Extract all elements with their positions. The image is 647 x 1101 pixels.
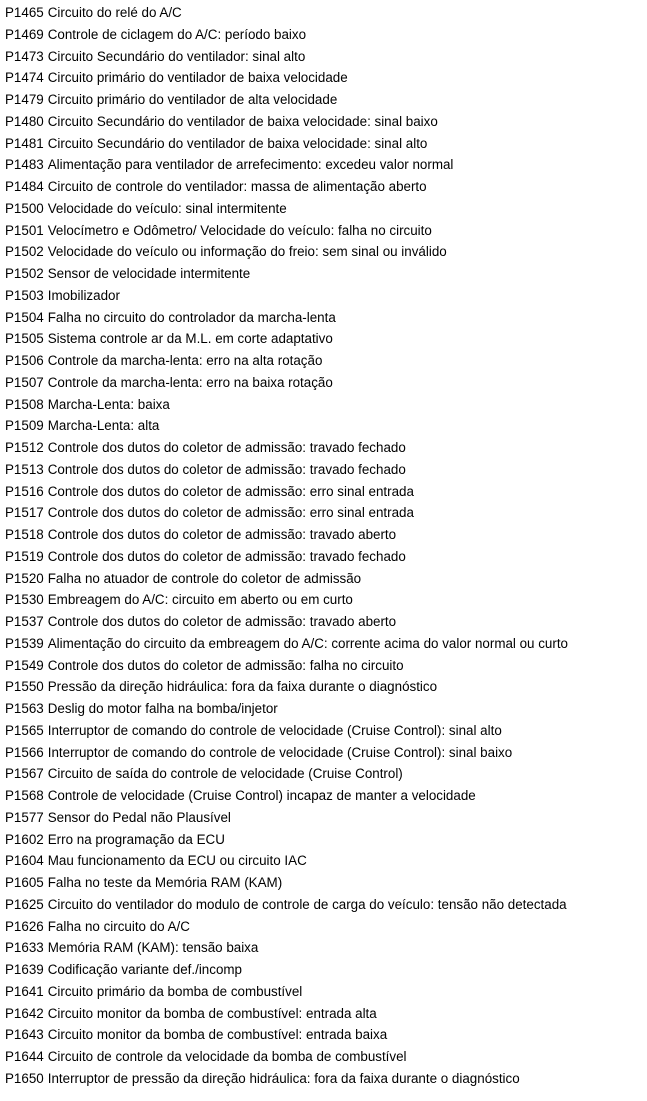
- fault-code: P1518: [5, 527, 44, 542]
- fault-code: P1625: [5, 896, 44, 912]
- fault-code: P1519: [5, 548, 44, 564]
- fault-code-row: [5, 1046, 645, 1068]
- fault-code: P1479: [5, 92, 44, 107]
- fault-code-row: [5, 133, 645, 155]
- fault-description: Circuito primário do ventilador de baixa velocidade: [47, 70, 348, 86]
- fault-code: P1565: [5, 722, 44, 738]
- fault-description: Controle dos dutos do coletor de admissão: travado aberto: [47, 614, 397, 629]
- fault-code-row: [5, 394, 645, 416]
- fault-description: Circuito primário do ventilador de alta velocidade: [47, 92, 338, 107]
- fault-code-row: [5, 655, 645, 677]
- fault-code-row: [5, 328, 645, 350]
- fault-code: P1508: [5, 396, 44, 412]
- fault-description: Sensor do Pedal não Plausível: [47, 809, 231, 825]
- fault-code-row: [5, 633, 645, 655]
- fault-code: P1469: [5, 26, 44, 42]
- fault-code-row: [5, 372, 645, 394]
- fault-description: Interruptor de comando do controle de velocidade (Cruise Control): sinal alto: [47, 722, 502, 738]
- fault-description: Circuito de saída do controle de velocidade (Cruise Control): [47, 766, 403, 782]
- fault-code-row: [5, 698, 645, 720]
- fault-code: P1605: [5, 875, 44, 890]
- fault-code-row: [5, 1024, 645, 1046]
- fault-code: P1577: [5, 809, 44, 825]
- fault-description: Mau funcionamento da ECU ou circuito IAC: [47, 853, 307, 869]
- fault-code-row: [5, 1068, 645, 1090]
- fault-code-row: [5, 307, 645, 329]
- fault-description: Falha no circuito do controlador da marcha-lenta: [47, 309, 336, 325]
- fault-description: Controle dos dutos do coletor de admissão: falha no circuito: [47, 657, 404, 673]
- fault-code: P1504: [5, 309, 44, 325]
- fault-code: P1602: [5, 831, 44, 847]
- fault-code: P1506: [5, 353, 44, 368]
- fault-description: Falha no atuador de controle do coletor de admissão: [47, 570, 362, 586]
- fault-code: P1484: [5, 179, 44, 194]
- fault-description: Velocidade do veículo: sinal intermitente: [47, 200, 287, 216]
- fault-code: P1639: [5, 962, 44, 977]
- fault-description: Circuito do relé do A/C: [47, 5, 182, 20]
- fault-code: P1567: [5, 766, 44, 782]
- fault-code-row: [5, 502, 645, 524]
- fault-code-row: [5, 807, 645, 829]
- fault-code-row: [5, 829, 645, 851]
- fault-description: Circuito de controle do ventilador: massa de alimentação aberto: [47, 179, 427, 194]
- fault-description: Circuito Secundário do ventilador de baixa velocidade: sinal alto: [47, 135, 428, 151]
- fault-code: P1563: [5, 701, 44, 716]
- fault-code: P1642: [5, 1005, 44, 1021]
- fault-code-row: [5, 24, 645, 46]
- fault-code: P1500: [5, 200, 44, 216]
- fault-description: Sistema controle ar da M.L. em corte adaptativo: [47, 331, 333, 347]
- fault-code: P1481: [5, 135, 44, 151]
- fault-description: Circuito de controle da velocidade da bomba de combustível: [47, 1049, 407, 1064]
- fault-code-row: [5, 241, 645, 263]
- fault-description: Falha no teste da Memória RAM (KAM): [47, 875, 283, 890]
- fault-code: P1641: [5, 983, 44, 999]
- fault-code-row: [5, 415, 645, 437]
- fault-code: P1483: [5, 157, 44, 173]
- fault-code-row: [5, 937, 645, 959]
- fault-code-row: [5, 154, 645, 176]
- fault-code-row: [5, 263, 645, 285]
- fault-code: P1549: [5, 657, 44, 673]
- fault-code-row: [5, 481, 645, 503]
- fault-code-row: [5, 763, 645, 785]
- fault-code: P1503: [5, 287, 44, 303]
- fault-code-row: [5, 850, 645, 872]
- fault-description: Alimentação do circuito da embreagem do A/C: corrente acima do valor normal ou curto: [47, 635, 568, 651]
- fault-description: Pressão da direção hidráulica: fora da faixa durante o diagnóstico: [47, 679, 438, 695]
- fault-code: P1650: [5, 1070, 44, 1086]
- fault-code: P1550: [5, 679, 44, 695]
- fault-description: Controle dos dutos do coletor de admissão: erro sinal entrada: [47, 483, 414, 499]
- fault-code-row: [5, 785, 645, 807]
- fault-code: P1643: [5, 1027, 44, 1043]
- fault-code: P1513: [5, 461, 44, 477]
- fault-code-row: [5, 89, 645, 111]
- fault-code-row: [5, 2, 645, 24]
- fault-code-row: [5, 894, 645, 916]
- fault-code: P1502: [5, 244, 44, 260]
- fault-description: Velocímetro e Odômetro/ Velocidade do veículo: falha no circuito: [47, 222, 432, 238]
- fault-code-row: [5, 568, 645, 590]
- fault-code: P1520: [5, 570, 44, 586]
- fault-code: P1644: [5, 1049, 44, 1064]
- fault-code: P1604: [5, 853, 44, 869]
- fault-code-row: [5, 176, 645, 198]
- fault-code-row: [5, 676, 645, 698]
- fault-code-row: [5, 720, 645, 742]
- fault-code-row: [5, 611, 645, 633]
- fault-code-row: [5, 1003, 645, 1025]
- fault-code-row: [5, 46, 645, 68]
- fault-code-row: [5, 524, 645, 546]
- fault-code: P1505: [5, 331, 44, 347]
- fault-description: Circuito Secundário do ventilador: sinal alto: [47, 48, 306, 64]
- fault-code-row: [5, 111, 645, 133]
- fault-description: Falha no circuito do A/C: [47, 918, 190, 934]
- fault-code-row: [5, 220, 645, 242]
- fault-description: Controle de velocidade (Cruise Control) incapaz de manter a velocidade: [47, 788, 476, 803]
- fault-description: Circuito monitor da bomba de combustível: entrada baixa: [47, 1027, 388, 1043]
- fault-code-row: [5, 742, 645, 764]
- fault-description: Interruptor de pressão da direção hidráulica: fora da faixa durante o diagnóstico: [47, 1070, 520, 1086]
- fault-description: Controle de ciclagem do A/C: período baixo: [47, 26, 307, 42]
- fault-description: Controle da marcha-lenta: erro na alta rotação: [47, 353, 323, 368]
- fault-code: P1626: [5, 918, 44, 934]
- fault-code: P1501: [5, 222, 44, 238]
- fault-description: Circuito Secundário do ventilador de baixa velocidade: sinal baixo: [47, 113, 438, 129]
- fault-code: P1530: [5, 592, 44, 608]
- fault-description: Controle da marcha-lenta: erro na baixa rotação: [47, 374, 333, 390]
- fault-code: P1465: [5, 5, 44, 20]
- fault-code: P1516: [5, 483, 44, 499]
- fault-code-row: [5, 350, 645, 372]
- fault-code-row: [5, 916, 645, 938]
- fault-description: Circuito primário da bomba de combustível: [47, 983, 303, 999]
- fault-description: Embreagem do A/C: circuito em aberto ou em curto: [47, 592, 353, 608]
- fault-description: Controle dos dutos do coletor de admissão: travado aberto: [47, 527, 397, 542]
- fault-code: P1566: [5, 744, 44, 760]
- fault-code: P1517: [5, 505, 44, 521]
- fault-description: Controle dos dutos do coletor de admissão: erro sinal entrada: [47, 505, 414, 521]
- fault-description: Controle dos dutos do coletor de admissão: travado fechado: [47, 461, 406, 477]
- fault-description: Erro na programação da ECU: [47, 831, 225, 847]
- fault-description: Controle dos dutos do coletor de admissão: travado fechado: [47, 440, 406, 455]
- fault-description: Controle dos dutos do coletor de admissão: travado fechado: [47, 548, 406, 564]
- fault-code-row: [5, 459, 645, 481]
- fault-description: Circuito monitor da bomba de combustível: entrada alta: [47, 1005, 377, 1021]
- fault-description: Sensor de velocidade intermitente: [47, 266, 251, 281]
- fault-code-row: [5, 589, 645, 611]
- fault-code: P1633: [5, 940, 44, 956]
- fault-description: Codificação variante def./incomp: [47, 962, 243, 977]
- fault-description: Alimentação para ventilador de arrefecimento: excedeu valor normal: [47, 157, 454, 173]
- fault-description: Memória RAM (KAM): tensão baixa: [47, 940, 259, 956]
- fault-code-row: [5, 546, 645, 568]
- fault-code: P1509: [5, 418, 44, 434]
- fault-code-row: [5, 198, 645, 220]
- fault-code-row: [5, 959, 645, 981]
- fault-code-row: [5, 437, 645, 459]
- fault-code: P1568: [5, 788, 44, 803]
- fault-description: Marcha-Lenta: baixa: [47, 396, 170, 412]
- fault-description: Imobilizador: [47, 287, 120, 303]
- fault-description: Velocidade do veículo ou informação do freio: sem sinal ou inválido: [47, 244, 447, 260]
- fault-code: P1512: [5, 440, 44, 455]
- fault-description: Marcha-Lenta: alta: [47, 418, 160, 434]
- fault-code: P1537: [5, 614, 44, 629]
- fault-code-row: [5, 981, 645, 1003]
- fault-description: Interruptor de comando do controle de velocidade (Cruise Control): sinal baixo: [47, 744, 513, 760]
- fault-code-list: [5, 2, 645, 1090]
- fault-code-row: [5, 67, 645, 89]
- fault-code: P1480: [5, 113, 44, 129]
- fault-code: P1507: [5, 374, 44, 390]
- fault-description: Deslig do motor falha na bomba/injetor: [47, 701, 278, 716]
- fault-code: P1474: [5, 70, 44, 86]
- fault-code-row: [5, 285, 645, 307]
- fault-code: P1473: [5, 48, 44, 64]
- fault-code-row: [5, 872, 645, 894]
- fault-code: P1502: [5, 266, 44, 281]
- fault-code: P1539: [5, 635, 44, 651]
- fault-description: Circuito do ventilador do modulo de controle de carga do veículo: tensão não detectada: [47, 896, 567, 912]
